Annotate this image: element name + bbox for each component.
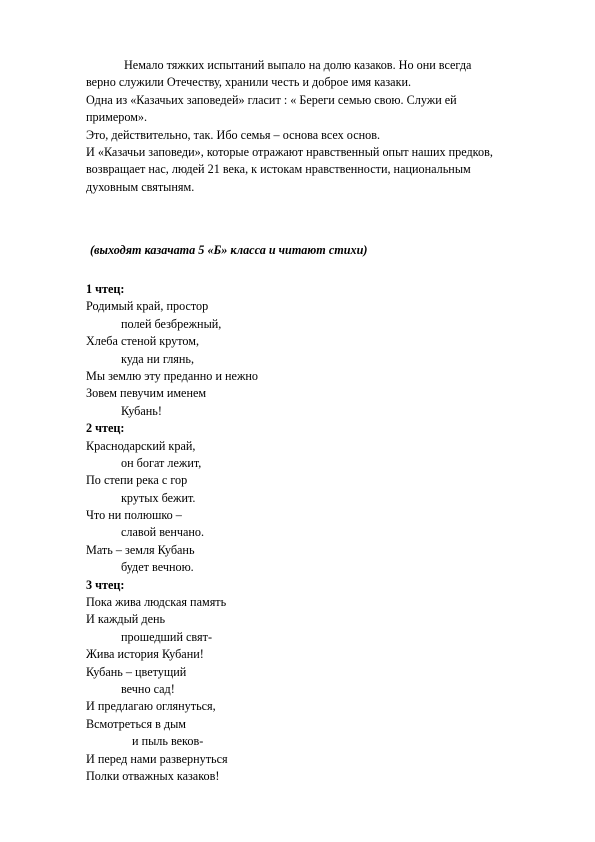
poem-line: вечно сад! [121, 681, 175, 696]
intro-paragraph [86, 57, 566, 196]
poem-line: Хлеба стеной крутом, [86, 334, 200, 349]
poem-line: Пока жива людская память [86, 595, 227, 610]
poem-line: Полки отважных казаков! [86, 768, 220, 783]
intro-line: И «Казачьи заповеди», которые отражают нравственный опыт наших предков, [86, 145, 493, 160]
poem-line: прошедший свят- [121, 629, 213, 644]
poem-line: И перед нами развернуться [86, 751, 228, 766]
intro-line: возвращает нас, людей 21 века, к истокам нравственности, национальным [86, 162, 471, 177]
poem-line: полей безбрежный, [121, 316, 222, 331]
poem-line: и пыль веков- [132, 734, 204, 749]
poem-line: По степи река с гор [86, 473, 188, 488]
reader-heading: 2 чтец: [86, 421, 125, 436]
stage-direction: (выходят казачата 5 «Б» класса и читают стихи) [90, 243, 368, 257]
poem-line: Что ни полюшко – [86, 508, 182, 523]
poem-line: И предлагаю оглянуться, [86, 699, 216, 714]
poem-line: он богат лежит, [121, 455, 202, 470]
poem-line: славой венчано. [121, 525, 205, 540]
poem-line: Зовем певучим именем [86, 386, 207, 401]
intro-line: духовным святыням. [86, 179, 195, 194]
poem-block [86, 281, 486, 785]
intro-line: Немало тяжких испытаний выпало на долю казаков. Но они всегда [124, 58, 472, 72]
poem-line: Родимый край, простор [86, 299, 209, 314]
poem-line: будет вечною. [121, 560, 194, 575]
poem-line: Краснодарский край, [86, 438, 196, 453]
poem-line: Кубань – цветущий [86, 664, 187, 679]
poem-line: Всмотреться в дым [86, 716, 187, 731]
intro-line: Это, действительно, так. Ибо семья – основа всех основ. [86, 127, 381, 142]
reader-heading: 3 чтец: [86, 577, 125, 592]
reader-heading: 1 чтец: [86, 282, 125, 296]
poem-line: куда ни глянь, [121, 351, 195, 366]
poem-line: Жива история Кубани! [86, 647, 204, 662]
poem-line: И каждый день [86, 612, 166, 627]
poem-line: крутых бежит. [121, 490, 196, 505]
poem-line: Мать – земля Кубань [86, 542, 195, 557]
poem-line: Мы землю эту преданно и нежно [86, 368, 258, 383]
intro-line: Одна из «Казачьих заповедей» гласит : « Береги семью свою. Служи ей [86, 92, 457, 107]
intro-line: примером». [86, 110, 148, 125]
intro-line: верно служили Отечеству, хранили честь и доброе имя казаки. [86, 75, 412, 90]
poem-line: Кубань! [121, 403, 162, 418]
